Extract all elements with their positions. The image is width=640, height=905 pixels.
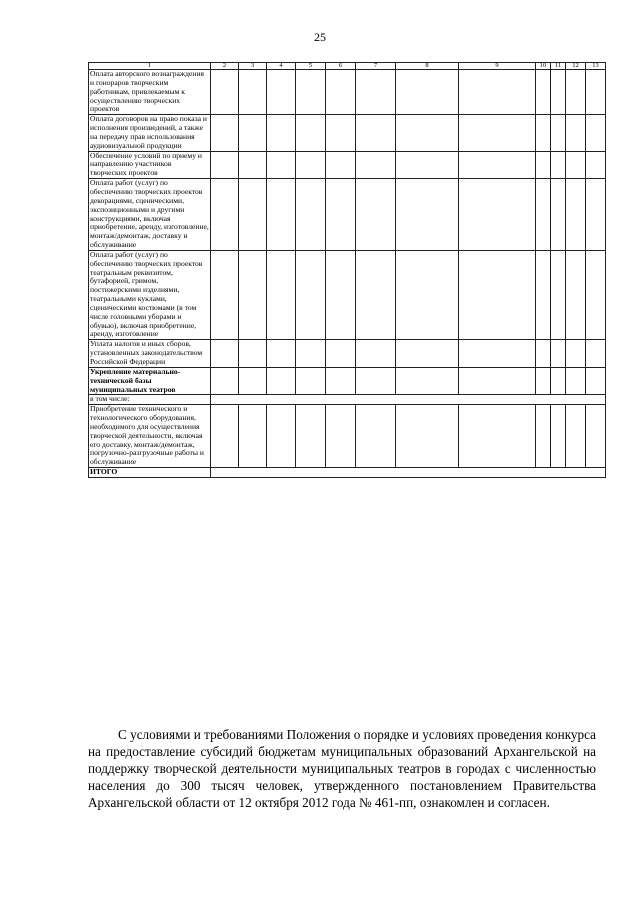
value-cell	[356, 179, 396, 251]
value-cell	[356, 405, 396, 468]
value-cell	[296, 70, 326, 115]
merged-value-cell	[211, 395, 606, 405]
column-number-cell: 4	[267, 63, 296, 70]
column-number-cell: 12	[566, 63, 586, 70]
value-cell	[239, 367, 267, 395]
table-row	[89, 340, 606, 368]
value-cell	[267, 179, 296, 251]
value-cell	[551, 179, 566, 251]
row-label: Оплата работ (услуг) по обеспечению творческих проектов декорациями, сценическими, экспозиционными и другими конструкциями, включая приобретение, аренду, изготовление, монтаж/демонтаж, доставку и обслуживание	[90, 178, 209, 250]
table-row	[89, 250, 606, 339]
value-cell	[296, 115, 326, 151]
value-cell	[267, 340, 296, 368]
value-cell	[326, 405, 356, 468]
value-cell	[586, 250, 606, 339]
value-cell	[396, 340, 459, 368]
value-cell	[239, 340, 267, 368]
value-cell	[566, 367, 586, 395]
column-number-row	[89, 63, 606, 70]
value-cell	[211, 179, 239, 251]
table-row	[89, 179, 606, 251]
row-label: ИТОГО	[89, 468, 211, 478]
value-cell	[267, 250, 296, 339]
value-cell	[459, 340, 536, 368]
value-cell	[586, 151, 606, 179]
value-cell	[356, 151, 396, 179]
value-cell	[566, 405, 586, 468]
value-cell	[396, 250, 459, 339]
table-row	[89, 468, 606, 478]
value-cell	[566, 250, 586, 339]
value-cell	[551, 151, 566, 179]
value-cell	[459, 115, 536, 151]
value-cell	[536, 70, 551, 115]
value-cell	[356, 115, 396, 151]
value-cell	[586, 179, 606, 251]
value-cell	[326, 340, 356, 368]
value-cell	[326, 70, 356, 115]
value-cell	[551, 367, 566, 395]
value-cell	[326, 151, 356, 179]
value-cell	[586, 340, 606, 368]
value-cell	[239, 115, 267, 151]
table-row	[89, 395, 606, 405]
value-cell	[396, 70, 459, 115]
table-row	[89, 151, 606, 179]
value-cell	[296, 367, 326, 395]
value-cell	[211, 367, 239, 395]
value-cell	[326, 250, 356, 339]
row-label: Оплата договоров на право показа и исполнения произведений, а также на передачу прав использования аудиовизуальной продукции	[89, 115, 211, 151]
value-cell	[396, 367, 459, 395]
value-cell	[536, 179, 551, 251]
row-label: Уплата налогов и иных сборов, установленных законодательством Российской Федерации	[89, 340, 211, 368]
table-row	[89, 70, 606, 115]
value-cell	[536, 250, 551, 339]
column-number-cell: 10	[536, 63, 551, 70]
row-label: Укрепление материально-технической базы муниципальных театров	[89, 367, 211, 395]
value-cell	[459, 179, 536, 251]
value-cell	[211, 115, 239, 151]
value-cell	[267, 367, 296, 395]
value-cell	[551, 70, 566, 115]
value-cell	[396, 115, 459, 151]
value-cell	[566, 70, 586, 115]
table-row	[89, 405, 606, 468]
value-cell	[586, 115, 606, 151]
value-cell	[566, 179, 586, 251]
value-cell	[536, 405, 551, 468]
value-cell	[536, 115, 551, 151]
value-cell	[326, 367, 356, 395]
value-cell	[551, 115, 566, 151]
value-cell	[356, 340, 396, 368]
value-cell	[586, 405, 606, 468]
row-label: в том числе:	[89, 395, 211, 405]
value-cell	[459, 151, 536, 179]
column-number-cell: 5	[296, 63, 326, 70]
value-cell	[239, 70, 267, 115]
value-cell	[267, 151, 296, 179]
table-row	[89, 115, 606, 151]
value-cell	[459, 405, 536, 468]
value-cell	[396, 151, 459, 179]
value-cell	[296, 250, 326, 339]
value-cell	[536, 151, 551, 179]
column-number-cell: 8	[396, 63, 459, 70]
budget-table	[88, 62, 606, 478]
column-number-cell: 3	[239, 63, 267, 70]
value-cell	[239, 405, 267, 468]
value-cell	[239, 179, 267, 251]
value-cell	[396, 405, 459, 468]
row-label: Оплата работ (услуг) по обеспечению творческих проектов театральным реквизитом, бутафорией, гримом, постижерскими изделиями, театральными куклами, сценическими костюмами (в том числе головными уборами и обувью), включая приобретение, аренду, изготовление	[89, 250, 211, 339]
value-cell	[551, 405, 566, 468]
column-number-cell: 2	[211, 63, 239, 70]
column-number-cell: 11	[551, 63, 566, 70]
value-cell	[396, 179, 459, 251]
value-cell	[211, 250, 239, 339]
value-cell	[356, 367, 396, 395]
value-cell	[267, 115, 296, 151]
merged-value-cell	[211, 468, 606, 478]
column-number-cell: 9	[459, 63, 536, 70]
value-cell	[296, 151, 326, 179]
value-cell	[211, 340, 239, 368]
value-cell	[296, 179, 326, 251]
column-number-cell: 1	[89, 63, 211, 70]
value-cell	[267, 70, 296, 115]
value-cell	[211, 70, 239, 115]
value-cell	[536, 340, 551, 368]
value-cell	[459, 367, 536, 395]
page-number: 25	[314, 30, 326, 44]
value-cell	[296, 340, 326, 368]
row-label: Приобретение технического и технологического оборудования, необходимого для осуществления творческой деятельности, включая его доставку, монтаж/демонтаж, погрузочно-разгрузочные работы и обслуживание	[89, 405, 211, 468]
value-cell	[356, 250, 396, 339]
value-cell	[586, 70, 606, 115]
value-cell	[551, 340, 566, 368]
value-cell	[586, 367, 606, 395]
acknowledgement-paragraph: С условиями и требованиями Положения о порядке и условиях проведения конкурса на предоставление субсидий бюджетам муниципальных образований Архангельской на поддержку творческой деятельности муниципальных театров в городах с численностью населения до 300 тысяч человек, утвержденного постановлением Правительства Архангельской области от 12 октября 2012 года № 461-пп, ознакомлен и согласен.	[88, 727, 596, 810]
row-label: Обеспечение условий по приему и направлению участников творческих проектов	[89, 151, 211, 179]
value-cell	[267, 405, 296, 468]
value-cell	[211, 151, 239, 179]
value-cell	[459, 250, 536, 339]
column-number-cell: 13	[586, 63, 606, 70]
value-cell	[239, 151, 267, 179]
value-cell	[239, 250, 267, 339]
row-label: Оплата авторского вознаграждения и гонораров творческим работникам, привлекаемым к осуществлению творческих проектов	[89, 70, 211, 115]
value-cell	[459, 70, 536, 115]
value-cell	[211, 405, 239, 468]
column-number-cell: 7	[356, 63, 396, 70]
value-cell	[536, 367, 551, 395]
value-cell	[296, 405, 326, 468]
value-cell	[566, 115, 586, 151]
table-row	[89, 367, 606, 395]
value-cell	[551, 250, 566, 339]
value-cell	[566, 340, 586, 368]
value-cell	[566, 151, 586, 179]
column-number-cell: 6	[326, 63, 356, 70]
value-cell	[326, 179, 356, 251]
value-cell	[356, 70, 396, 115]
value-cell	[326, 115, 356, 151]
